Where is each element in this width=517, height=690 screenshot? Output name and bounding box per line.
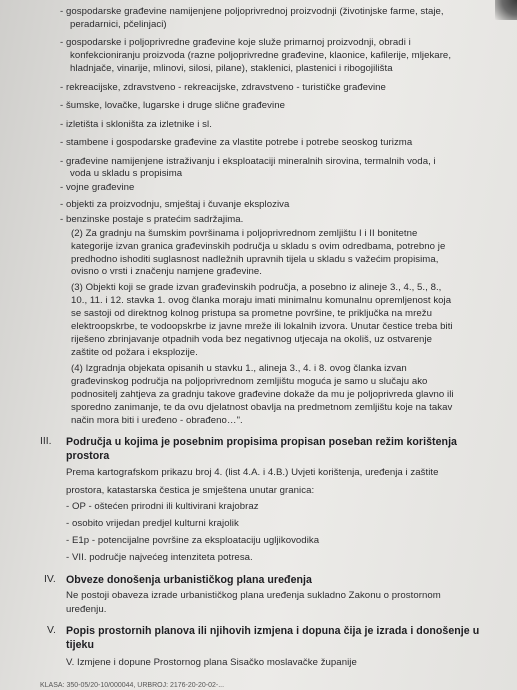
text-line: građevinskog područja na poljoprivrednom zemljištu moguća je samo u slučaju ako	[71, 376, 428, 387]
text-line: kategorije izvan granica građevinskih područja u skladu s ovim odredbama, potrebno je	[71, 241, 446, 252]
text-line: - šumske, lovačke, lugarske i druge slične građevine	[60, 100, 285, 111]
text-line: podnositelj zahtjeva za gradnju takove građevine dokaže da mu je poljoprivreda glavno ili	[71, 389, 454, 400]
section-body-line: prostora, katastarska čestica je smještena unutar granica:	[66, 485, 315, 496]
text-line: 10., 11. i 12. stavka 1. ovog članka moraju imati minimalnu komunalnu opremljenost koja	[71, 295, 452, 306]
text-line: elektroopskrbe, te vodoopskrbe iz javne mreže ili lokalnih izvora. Unutar čestice treba biti	[71, 321, 453, 332]
text-line: predhodno ishoditi suglasnost nadležnih upravnih tijela u skladu s važećim propisima,	[71, 254, 439, 265]
section-body-line: V. Izmjene i dopune Prostornog plana Sisačko moslavačke županije	[66, 657, 357, 668]
section-heading: Popis prostornih planova ili njihovih izmjena i dopuna čija je izrada i donošenje u	[66, 625, 480, 637]
section-body-line: - OP - oštećen prirodni ili kultivirani krajobraz	[66, 501, 259, 512]
page-footer: KLASA: 350-05/20-10/000044, URBROJ: 2176-20-20-02-...	[40, 682, 225, 689]
text-line: ovisno o vrsti i značenju namjene građevine.	[71, 266, 262, 277]
text-line: - rekreacijske, zdravstveno - rekreacijske, zdravstveno - turističke građevine	[60, 82, 386, 93]
section-number: IV.	[44, 574, 56, 585]
section-heading: tijeku	[66, 639, 94, 651]
section-heading: Obveze donošenja urbanističkog plana uređenja	[66, 574, 312, 586]
section-body-line: Prema kartografskom prikazu broj 4. (list 4.A. i 4.B.) Uvjeti korištenja, uređenja i zaštite	[66, 467, 439, 478]
text-line: (4) Izgradnja objekata opisanih u stavku 1., alineja 3., 4. i 8. ovog članka izvan	[71, 363, 407, 374]
text-line: hladnjače, vinarije, mlinovi, silosi, pilane), staklenici, plastenici i ribogojilišta	[70, 63, 393, 74]
text-line: (2) Za gradnju na šumskim površinama i poljoprivrednom zemljištu I i II bonitetne	[71, 228, 418, 239]
section-number: V.	[47, 625, 56, 636]
text-line: - objekti za proizvodnju, smještaj i čuvanje eksploziva	[60, 199, 290, 210]
text-line: (3) Objekti koji se grade izvan građevinskih područja, a posebno iz alineje 3., 4., 5., 8.,	[71, 282, 442, 293]
text-line: - gospodarske i poljoprivredne građevine koje služe primarnoj proizvodnji, obradi i	[60, 37, 411, 48]
text-line: - benzinske postaje s pratećim sadržajima.	[60, 214, 244, 225]
section-body-line: Ne postoji obaveza izrade urbanističkog plana uređenja sukladno Zakonu o prostornom	[66, 590, 441, 601]
section-heading: Područja u kojima je posebnim propisima propisan poseban režim korištenja	[66, 436, 458, 448]
text-line: konfekcioniranju proizvoda (razne poljoprivredne građevine, klaonice, kafilerije, mljekare,	[70, 50, 452, 61]
section-body-line: - E1p - potencijalne površine za eksploataciju ugljikovodika	[66, 535, 320, 546]
section-body-line: uređenju.	[66, 604, 107, 615]
section-number: III.	[40, 436, 52, 447]
page-corner-shadow	[495, 0, 517, 20]
text-line: - stambene i gospodarske građevine za vlastite potrebe i potrebe seoskog turizma	[60, 137, 413, 148]
text-line: se sastoji od direktnog kolnog pristupa sa prometne površine, te priključka na mrežu	[71, 308, 432, 319]
text-line: peradarnici, pčelinjaci)	[70, 19, 167, 30]
text-line: riješeno zbrinjavanje otpadnih voda bez negativnog utjecaja na okoliš, uz ostvarenje	[71, 334, 432, 345]
section-heading: prostora	[66, 450, 110, 462]
text-line: voda u skladu s propisima	[70, 168, 183, 179]
text-line: - građevine namijenjene istraživanju i eksploataciji mineralnih sirovina, termalnih voda, i	[60, 156, 436, 167]
text-line: - gospodarske građevine namijenjene poljoprivrednoj proizvodnji (životinjske farme, staje,	[60, 6, 444, 17]
text-line: - vojne građevine	[60, 182, 135, 193]
text-line: sporedno zanimanje, te da ovu djelatnost obavlja na predmetnom zemljištu koje na takav	[71, 402, 453, 413]
text-line: - izletišta i skloništa za izletnike i sl.	[60, 119, 212, 130]
section-body-line: - osobito vrijedan predjel kulturni krajolik	[66, 518, 239, 529]
text-line: način mora biti i uređeno - obrađeno…".	[71, 415, 243, 426]
section-body-line: - VII. područje najvećeg intenziteta potresa.	[66, 552, 253, 563]
text-line: zaštite od požara i eksplozije.	[71, 347, 198, 358]
